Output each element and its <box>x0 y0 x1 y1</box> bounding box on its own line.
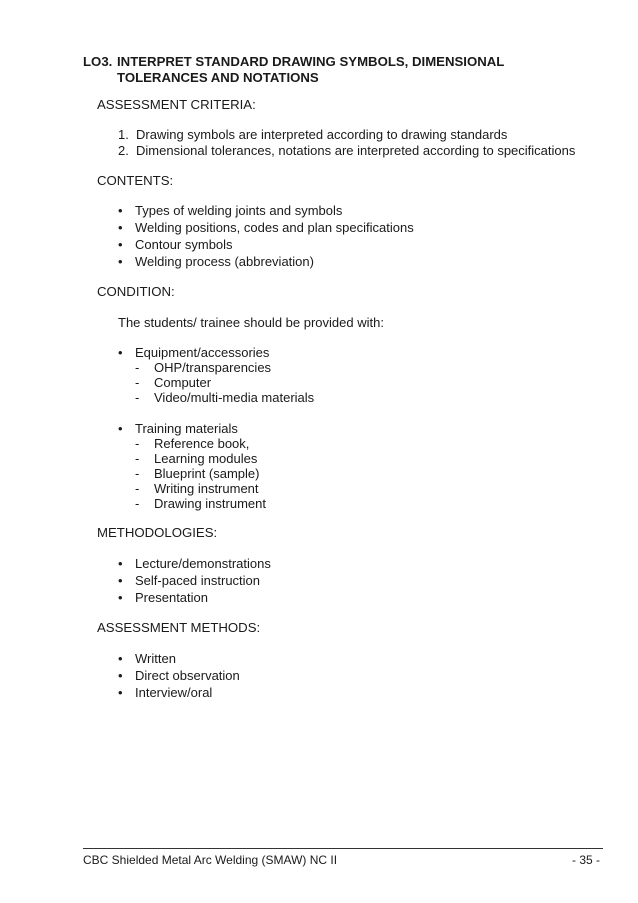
criteria-text: Dimensional tolerances, notations are interpreted according to specifications <box>136 143 576 158</box>
condition-intro: The students/ trainee should be provided with: <box>118 315 384 330</box>
bullet-icon: • <box>118 573 123 588</box>
dash-icon: - <box>135 451 140 466</box>
condition-label: CONDITION: <box>97 284 175 299</box>
bullet-icon: • <box>118 220 123 235</box>
bullet-icon: • <box>118 254 123 269</box>
lo-code: LO3. <box>83 54 113 69</box>
bullet-icon: • <box>118 421 123 436</box>
assessment-methods-label: ASSESSMENT METHODS: <box>97 620 261 635</box>
dash-icon: - <box>135 360 140 375</box>
dash-icon: - <box>135 436 140 451</box>
criteria-number: 1. <box>118 127 129 142</box>
lo-title: INTERPRET STANDARD DRAWING SYMBOLS, DIMENSIONAL TOLERANCES AND NOTATIONS <box>117 54 505 85</box>
dash-icon: - <box>135 496 140 511</box>
dash-icon: - <box>135 390 140 405</box>
bullet-icon: • <box>118 237 123 252</box>
page-number: - 35 - <box>571 853 600 867</box>
footer-title: CBC Shielded Metal Arc Welding (SMAW) NC II <box>83 853 338 867</box>
methodologies-label: METHODOLOGIES: <box>97 525 218 540</box>
dash-icon: - <box>135 466 140 481</box>
dash-icon: - <box>135 375 140 390</box>
bullet-icon: • <box>118 345 123 360</box>
assessment-criteria-label: ASSESSMENT CRITERIA: <box>97 97 256 112</box>
bullet-icon: • <box>118 556 123 571</box>
criteria-number: 2. <box>118 143 129 158</box>
bullet-icon: • <box>118 651 123 666</box>
bullet-icon: • <box>118 668 123 683</box>
dash-icon: - <box>135 481 140 496</box>
contents-label: CONTENTS: <box>97 173 174 188</box>
bullet-icon: • <box>118 590 123 605</box>
bullet-icon: • <box>118 685 123 700</box>
bullet-icon: • <box>118 203 123 218</box>
criteria-text: Drawing symbols are interpreted according to drawing standards <box>136 127 508 142</box>
footer-divider <box>83 848 603 849</box>
